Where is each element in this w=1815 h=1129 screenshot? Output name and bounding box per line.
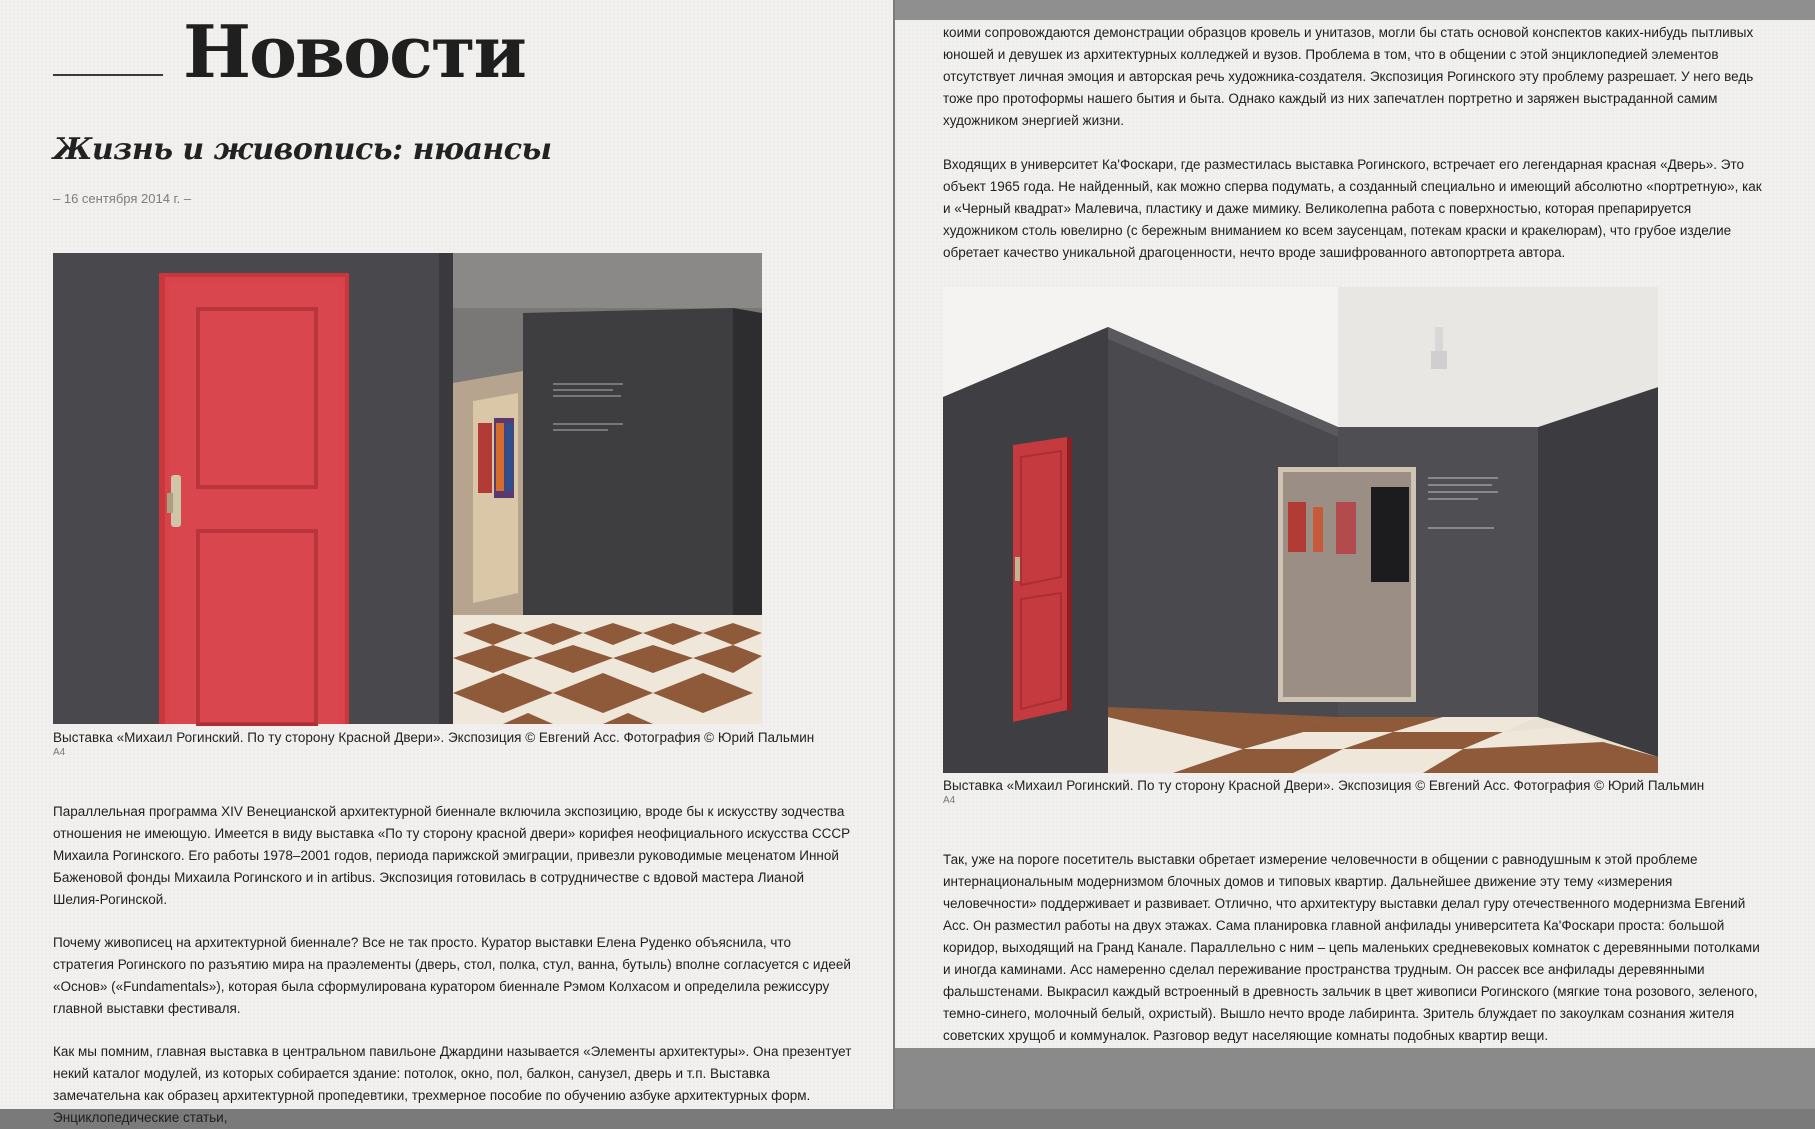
figure-code: A4 (53, 747, 66, 758)
article-paragraph: Почему живописец на архитектурной биеннале? Все не так просто. Куратор выставки Елена Руденко объяснила, что стратегия Рогинского по разъятию мира на праэлементы (дверь, стол, полка, стул, ванна, бутыль) вполне согласуется с идеей «Основ» («Fundamentals»), которая была сформулирована куратором биеннале Рэмом Колхасом и определила режиссуру главной выставки фестиваля. (53, 935, 851, 1016)
top-gray-band (895, 0, 1815, 20)
red-door-photo[interactable] (53, 253, 762, 724)
figure-code: A4 (943, 795, 956, 806)
article-title: Жизнь и живопись: нюансы (53, 132, 552, 167)
gallery-photo[interactable] (943, 287, 1658, 773)
article-paragraph: Входящих в университет Ка'Фоскари, где разместилась выставка Рогинского, встречает его легендарная красная «Дверь». Это объект 1965 года. Не найденный, как можно сперва подумать, а созданный специально и имеющий абсолютно «портретную», как и «Черный квадрат» Малевича, пластику и даже мимику. Великолепна работа с поверхностью, которая препарируется художником столь ювелирно (с бережным вниманием ко всем заусенцам, потекам краски и кракелюрам), что грубое изделие обретает качество уникальной драгоценности, нечто вроде зашифрованного автопортрета автора. (943, 157, 1762, 260)
article-date: – 16 сентября 2014 г. – (53, 191, 192, 206)
figure-caption: Выставка «Михаил Рогинский. По ту сторону Красной Двери». Экспозиция © Евгений Асс. Фотография © Юрий Пальмин (943, 778, 1705, 793)
figure-caption: Выставка «Михаил Рогинский. По ту сторону Красной Двери». Экспозиция © Евгений Асс. Фотография © Юрий Пальмин (53, 730, 815, 745)
right-page (895, 0, 1815, 1109)
heading-rule (53, 74, 163, 76)
section-heading: Новости (183, 9, 525, 94)
article-paragraph: Параллельная программа XIV Венецианской архитектурной биеннале включила экспозицию, вроде бы к искусству зодчества отношения не имеющую. Имеется в виду выставка «По ту сторону красной двери» корифея неофициального искусства СССР Михаила Рогинского. Его работы 1978–2001 годов, периода парижской эмиграции, привезли руководимые меценатом Инной Баженовой фонды Михаила Рогинского и in artibus. Экспозиция готовилась в сотрудничестве с вдовой мастера Лианой Шелия-Рогинской. (53, 804, 851, 907)
article-paragraph: Так, уже на пороге посетитель выставки обретает измерение человечности в общении с равнодушным к этой проблеме интернациональным модернизмом блочных домов и типовых квартир. Дальнейшее движение эту тему «измерения человечности» поддерживает и развивает. Отлично, что архитектуру выставки делал гуру отечественного модернизма Евгений Асс. Он разместил работы на двух этажах. Сама планировка главной анфилады университета Ка'Фоскари проста: большой коридор, выходящий на Гранд Канале. Параллельно с ним – цепь маленьких средневековых комнаток с деревянными потолками и иногда каминами. Асс намеренно сделал переживание пространства трудным. Он рассек все анфилады деревянными фальшстенами. Выкрасил каждый встроенный в древность зальчик в цвет живописи Рогинского (мягкие тона розового, зеленого, темно-синего, молочный белый, охристый). Вышло нечто вроде лабиринта. Зритель блуждает по закоулкам сознания жителя советских хрущоб и коммуналок. Разговор ведут населяющие комнаты подобных квартир вещи. (943, 852, 1760, 1043)
bottom-gray-band (895, 1048, 1815, 1109)
left-page (0, 0, 893, 1125)
article-paragraph: Как мы помним, главная выставка в центральном павильоне Джардини называется «Элементы архитектуры». Она презентует некий каталог модулей, из которых собирается здание: потолок, окно, пол, балкон, санузел, дверь и т.п. Выставка замечательна как образец архитектурной пропедевтики, трехмерное пособие по обучению азбуке архитектурных форм. Энциклопедические статьи, (53, 1044, 852, 1125)
article-paragraph: коими сопровождаются демонстрации образцов кровель и унитазов, могли бы стать основой конспектов каких-нибудь пытливых юношей и девушек из архитектурных колледжей и вузов. Проблема в том, что в общении с этой энциклопедией элементов отсутствует личная эмоция и авторская речь художника-создателя. Экспозиция Рогинского эту проблему разрешает. У него ведь тоже про протоформы нашего бытия и быта. Однако каждый из них запечатлен портретно и заряжен выстраданной самим художником энергией жизни. (943, 25, 1754, 128)
